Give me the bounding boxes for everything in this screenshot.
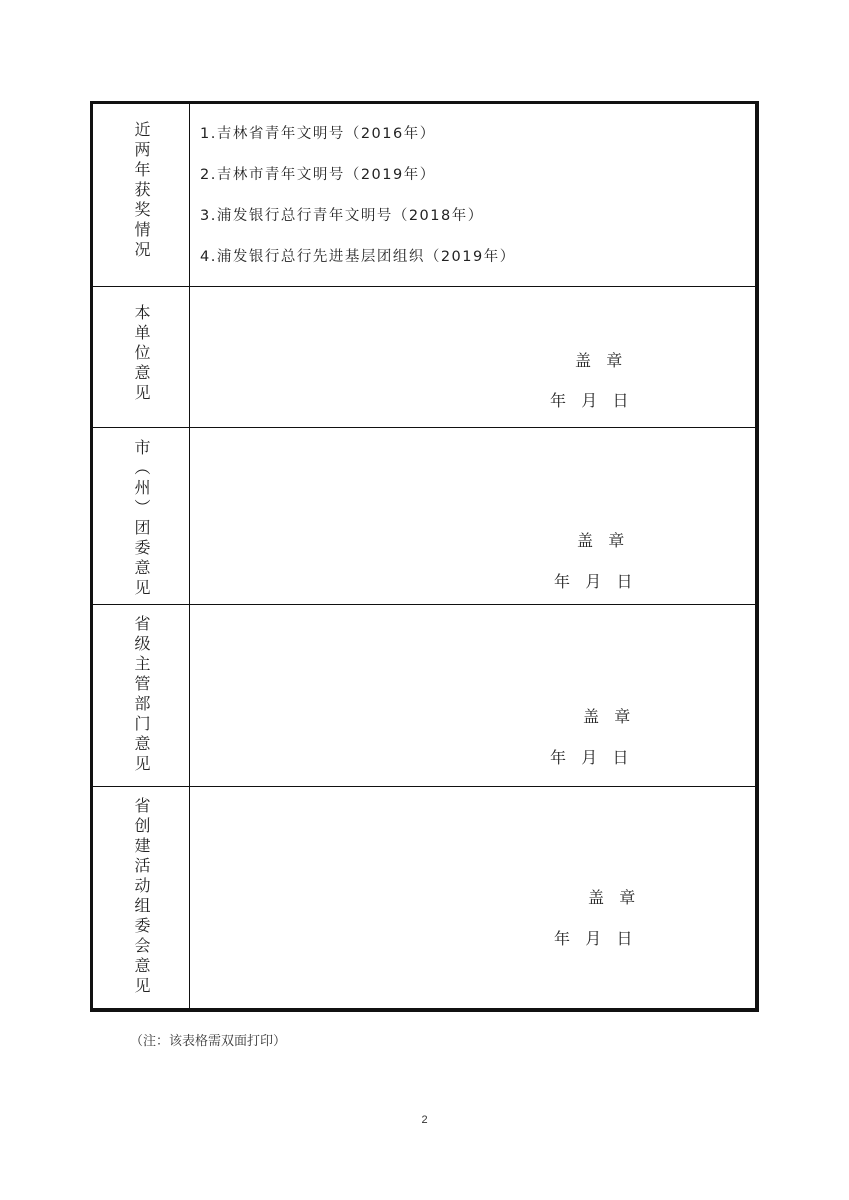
- provincial-committee-opinion-field[interactable]: [190, 787, 755, 1008]
- seal-label: 盖 章: [588, 888, 636, 907]
- seal-label: 盖 章: [583, 707, 631, 726]
- page-number: 2: [421, 1114, 428, 1126]
- awards-label-cell: [93, 104, 190, 286]
- provincial-dept-opinion-row: [93, 604, 755, 786]
- city-league-opinion-row: [93, 427, 755, 604]
- awards-label: 近两年获奖情况: [132, 121, 151, 261]
- provincial-committee-opinion-label: 省创建活动组委会意见: [132, 797, 151, 997]
- provincial-dept-opinion-label-cell: [93, 605, 190, 786]
- application-form-table: [90, 101, 759, 1012]
- awards-list: [190, 104, 755, 286]
- print-note: （注：该表格需双面打印）: [130, 1034, 287, 1049]
- date-label: 年 月 日: [554, 572, 633, 591]
- provincial-dept-opinion-label: 省级主管部门意见: [132, 615, 151, 775]
- award-item: 2.吉林市青年文明号（2019年）: [200, 167, 436, 183]
- seal-label: 盖 章: [577, 531, 625, 550]
- award-item: 3.浦发银行总行青年文明号（2018年）: [200, 208, 484, 224]
- awards-row: [93, 104, 755, 286]
- city-league-opinion-label: 市（州）团委意见: [132, 439, 151, 599]
- unit-opinion-row: [93, 286, 755, 427]
- provincial-dept-opinion-field[interactable]: [190, 605, 755, 786]
- unit-opinion-label: 本单位意见: [132, 304, 151, 404]
- date-label: 年 月 日: [554, 929, 633, 948]
- date-label: 年 月 日: [550, 391, 629, 410]
- date-label: 年 月 日: [550, 748, 629, 767]
- award-item: 1.吉林省青年文明号（2016年）: [200, 126, 436, 142]
- unit-opinion-label-cell: [93, 287, 190, 427]
- provincial-committee-opinion-row: [93, 786, 755, 1008]
- unit-opinion-field[interactable]: [190, 287, 755, 427]
- seal-label: 盖 章: [575, 351, 623, 370]
- city-league-opinion-label-cell: [93, 428, 190, 604]
- city-league-opinion-field[interactable]: [190, 428, 755, 604]
- award-item: 4.浦发银行总行先进基层团组织（2019年）: [200, 249, 516, 265]
- provincial-committee-opinion-label-cell: [93, 787, 190, 1008]
